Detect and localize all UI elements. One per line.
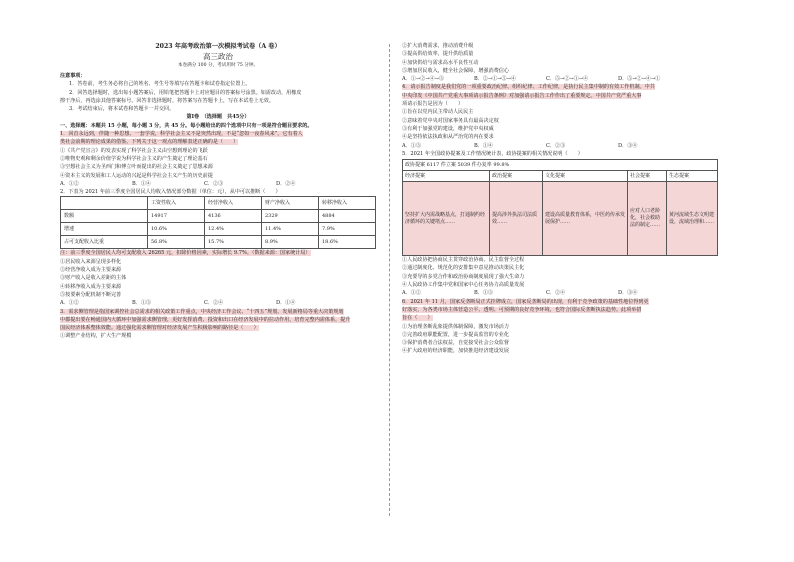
question-3-text: 国民经济体系整体效能。通过强化需求侧管理对经济发展产生积极影响的路径是（ ） — [60, 325, 259, 332]
q2-option: ⑤按要素分配机制不断完善 — [60, 291, 122, 298]
q4-choices: A．①③ B．①④ C．②③ D．③④ — [402, 142, 638, 149]
section-heading: 一、选择题：本题共 15 小题，每小题 3 分，共 45 分。每小题给出的四个选项中只有一项是符合题目要求的。 — [60, 122, 313, 129]
q5-option: ③充要导的多党合作和政治协商制度展现了强大生命力 — [402, 273, 525, 280]
q1-choices: A．①② B．①④ C．②③ D．②④ — [60, 180, 296, 187]
exam-subtitle: 高三政治 — [203, 52, 233, 61]
q1-option: ③空想社会主义为圣西门和傅立叶而提出的社会主义奠定了思想来源 — [60, 164, 213, 171]
question-3-text: 3．需求侧管理是指国家调控社会总需求的相关政策工作重点，中央经济工作会议、“十四五”规划、发展新格局等重大决策规划 — [60, 308, 344, 315]
q4-option: ④是坚持依法执政和从严治党的内在要求 — [402, 134, 494, 141]
q3-option: ②扩大消费需求，推动消费升级 — [402, 43, 474, 49]
question-4-text: 项请示报告是因为（ ） — [402, 101, 464, 108]
right-column — [402, 42, 718, 356]
score-note: 本卷满分 100 分，考试用时 75 分钟。 — [177, 63, 259, 68]
q5-option: ②通过制度化、规范化的安排集中意见推动决策民主化 — [402, 265, 525, 272]
notice-heading: 注意事项： — [60, 73, 86, 79]
table-row: 增速 10.6% 12.4% 11.4% 7.9% — [61, 223, 376, 236]
income-table — [60, 196, 376, 249]
question-6-text: 6．2021 年 11 月，国家反垄断局正式挂牌成立，国家反垄断局的出现，有利于竞争政策的基础性地位得到更 — [402, 298, 649, 305]
q2-choices: A．①② B．①③ C．②④ D．①④ — [60, 300, 296, 307]
question-1-text: 1．回首永远到，伴随一种思想、一套学说，科学社会主义不是突然出现，不是“忽如一夜春风来”，它有着人 — [60, 131, 303, 138]
column-divider — [389, 44, 390, 516]
left-column — [60, 42, 376, 341]
notice-item: 擦干净后，再选涂其他答案标号。回答非选择题时，将答案写在答题卡上，写在本试卷上无效。 — [60, 97, 274, 104]
q4-option: ②意味着党中央对国家事务具有最高决定权 — [402, 117, 499, 124]
question-6-text: 好落实，为各类市场主体营造公平、透明、可预期的良好竞争环境，也符合国际反垄断执法趋势。此项举措 — [402, 306, 642, 313]
question-2-text: 2．下表为 2021 年前三季度全国居民人均收入情况部分数据（单位：元），从中可以推断（ ） — [60, 189, 281, 196]
q1-option: ①《共产党宣言》的发表实现了科学社会主义由空想到理论的飞跃 — [60, 147, 208, 154]
question-3-text: 中都提出要在畅通国内大循环中加强需求侧管理，更好发挥消费、投资和出口在经济发展中的拉动作用，培育完整内需体系，提升 — [60, 316, 351, 323]
q2-option: ③财产收入是收入差距的主体 — [60, 275, 127, 282]
notice-item: 2．回答选择题时，选出每小题答案后，用铅笔把答题卡上对应题目的答案标号涂黑。如需改动，用橡皮 — [69, 89, 302, 96]
q5-option: ①人民政协把协商民主贯穿政治协商、民主监督全过程 — [402, 257, 525, 264]
q2-option: ①居民收入来源呈现多样化 — [60, 258, 122, 265]
table-row: 坚持扩大内需战略基点，打通制约经济循环的关键堵点…… 提高涉外执法司法质效…… 建设高质量教育体系，中医药传承发展保护…… 应对人口老龄化，社会救助法的制定…… 黄河流域生态文明建设，流域治理和…… — [403, 182, 718, 256]
table-top-row: 政协提案 6117 件立案 5039 件办复率 99.8% — [403, 160, 718, 171]
q6-option: ③保护消费者合法权益，自觉接受社会公众监督 — [402, 340, 509, 347]
exam-title: 2023 年高考政治第一次模拟考试卷（A 卷） — [155, 43, 281, 50]
notice-item: 1．答卷前，考生务必将自己的姓名、考生号等填写在答题卡和试卷指定位置上。 — [69, 81, 251, 88]
part-title: 第Ⅰ卷 （选择题 共45分） — [186, 114, 250, 121]
q3-option: ①调整产业结构，扩大生产规模 — [60, 333, 132, 340]
q5-choices: A．①② B．①③ C．②④ D．③④ — [402, 290, 638, 297]
table-header-row: 工资性收入 经营净收入 财产净收入 转移净收入 — [61, 197, 376, 210]
proposal-table — [402, 159, 718, 256]
table-note: 注：前三季度全国居民人均可支配收入 26265 元，扣除价格因素，实际增长 9.7%。（数据来源：国家统计局） — [60, 250, 311, 257]
q1-option: ②唯物史观和剩余价值学说为科学社会主义的产生奠定了理论基石 — [60, 155, 208, 162]
q2-option: ②经营净收入成为主要来源 — [60, 267, 122, 274]
q2-option: ④转移净收入成为主要来源 — [60, 283, 122, 290]
notice-item: 3．考试结束后，将本试卷和答题卡一并交回。 — [69, 106, 175, 113]
q6-option: ②完善政府职能配置，进一步提高监管的专业化 — [402, 331, 509, 338]
q4-option: ③有利于加强党的建设，维护党中央权威 — [402, 125, 494, 132]
q3-option: ④加快供给与需求高水平良性互动 — [402, 59, 479, 66]
question-4-text: 4．请示报告制度是我们党的一项重要政治纪律、组织纪律、工作纪律，是执行民主集中制的有效工作机制。中共 — [402, 84, 655, 91]
question-4-text: 中央印发《中国共产党重大事项请示报告条例》对加强请示报告工作作出了重要规定。中国共产党严重大事 — [402, 92, 642, 99]
table-row: 数额 14917 4136 2329 4884 — [61, 210, 376, 223]
q4-option: ①旨在以党内民主带动人民民主 — [402, 109, 474, 116]
question-6-text: 旨在（ ） — [402, 315, 433, 322]
q1-option: ④资本主义的发展和工人运动的兴起是科学社会主义产生的历史前提 — [60, 172, 213, 179]
q3-option: ⑤增加居民收入，健全社会保障，增强消费信心 — [402, 67, 509, 74]
table-row: 占可支配收入比重 56.8% 15.7% 8.9% 18.6% — [61, 236, 376, 249]
q6-option: ①为治理垄断乱象提供体制保障，激发市场活力 — [402, 323, 509, 330]
q5-option: ④人民政协工作集中党和国家中心任务协力高质量发展 — [402, 282, 525, 289]
q3-option: ③提高供给效率，提升供给质量 — [402, 51, 474, 58]
question-1-text: 类社会前期的理论成果的借鉴。下列关于这一观点的理解表述正确的是（ ） — [60, 139, 239, 146]
q6-option: ④扩大政府的经济职能，加快推进经济建设发展 — [402, 348, 509, 355]
q3-choices: A．①→②→④→③ B．②→①→⑤→④ C．⑤→②→①→④ D．⑤→②→④→① — [402, 76, 661, 83]
table-header-row: 经济提案 政治提案 文化提案 社会提案 生态提案 — [403, 171, 718, 182]
question-5-text: 5．2021 年全国政协提案及工作情况统计表，政协提案的相关情况说明（ ） — [402, 150, 583, 157]
